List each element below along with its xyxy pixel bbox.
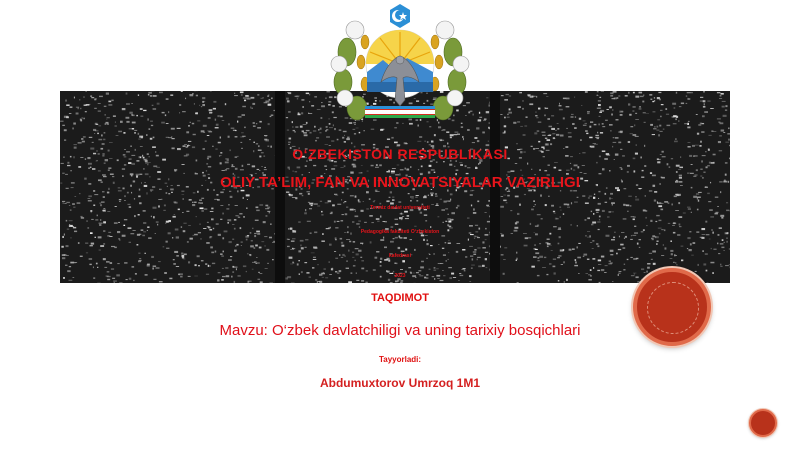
presentation-label: TAQDIMOT [371,292,429,304]
slide-number-circle [749,409,777,437]
decorative-circle-large [633,268,711,346]
faculty-line: Pedagogika fakulteti O‘zbekiston [360,229,440,235]
year-line: 2023 [394,273,406,279]
ministry-country-title: O‘ZBEKISTON RESPUBLIKASI [292,146,508,162]
author-name: Abdumuxtorov Umrzoq 1M1 [319,376,480,390]
band-bottom-edge [60,283,730,286]
ministry-name-title: OLIY TA’LIM, FAN VA INNOVATSIYALAR VAZIRLIGI [220,174,580,191]
topic-title: Mavzu: O‘zbek davlatchiligi va uning tarixiy bosqichlari [219,322,581,339]
department-line: kafedrasi [389,253,411,259]
prepared-by-label: Tayyorladi: [378,355,422,364]
uzbekistan-state-emblem-icon [325,2,475,132]
university-line: Termiz davlat universiteti [370,205,430,211]
